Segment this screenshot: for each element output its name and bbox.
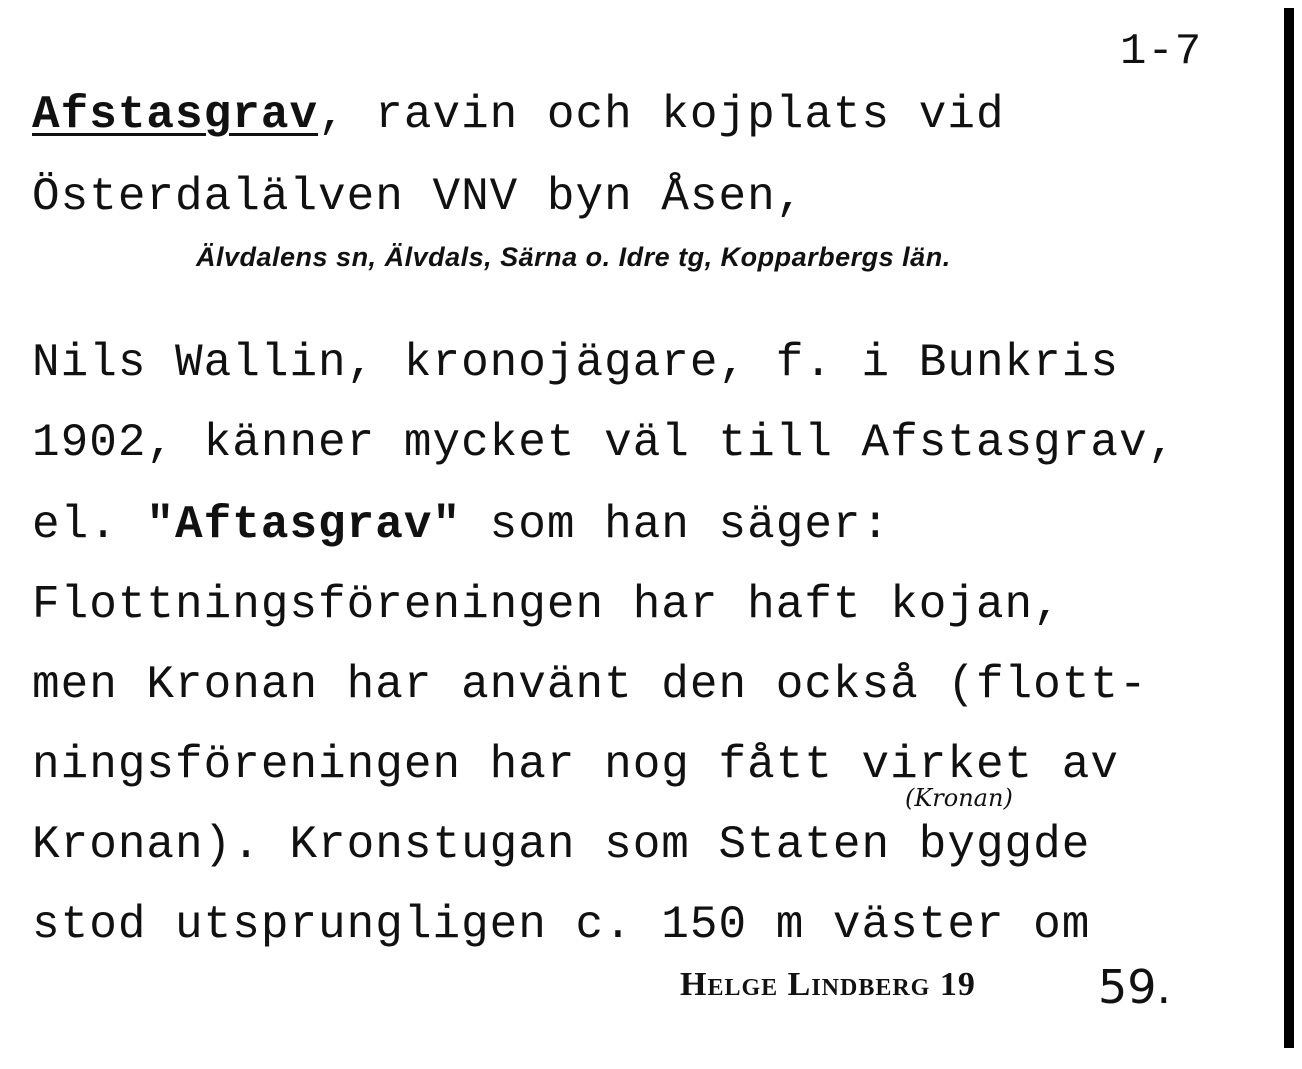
signature-stamp: Helge Lindberg 19 (680, 966, 976, 1003)
body-line-7: Kronan). Kronstugan som Staten byggde (32, 819, 1091, 871)
parish-stamp: Älvdalens sn, Älvdals, Särna o. Idre tg, Kopparbergs län. (196, 242, 951, 272)
headword: Afstasgrav (32, 89, 319, 141)
body-line-3a: el. (32, 499, 147, 551)
body-line-4: Flottningsföreningen har haft kojan, (32, 579, 1062, 631)
heading-line-2: Österdalälven VNV byn Åsen, (32, 171, 805, 223)
signature-year-handwritten: 59. (1098, 960, 1172, 1014)
body-line-1: Nils Wallin, kronojägare, f. i Bunkris (32, 337, 1119, 389)
handwritten-insert: (Kronan) (905, 784, 1013, 812)
body-line-3 (32, 499, 891, 551)
body-line-5: men Kronan har använt den också (flott- (32, 659, 1148, 711)
body-line-8: stod utsprungligen c. 150 m väster om (32, 899, 1091, 951)
quoted-name: "Aftasgrav" (146, 499, 462, 551)
heading-line-1-rest: , ravin och kojplats vid (318, 89, 1005, 141)
card-number: 1-7 (1120, 27, 1203, 77)
body-line-3c: som han säger: (461, 499, 891, 551)
card-edge-border (1284, 8, 1294, 1048)
heading-line-1 (32, 89, 1005, 141)
body-line-6: ningsföreningen har nog fått virket av (32, 739, 1119, 791)
body-line-2: 1902, känner mycket väl till Afstasgrav, (32, 417, 1177, 469)
